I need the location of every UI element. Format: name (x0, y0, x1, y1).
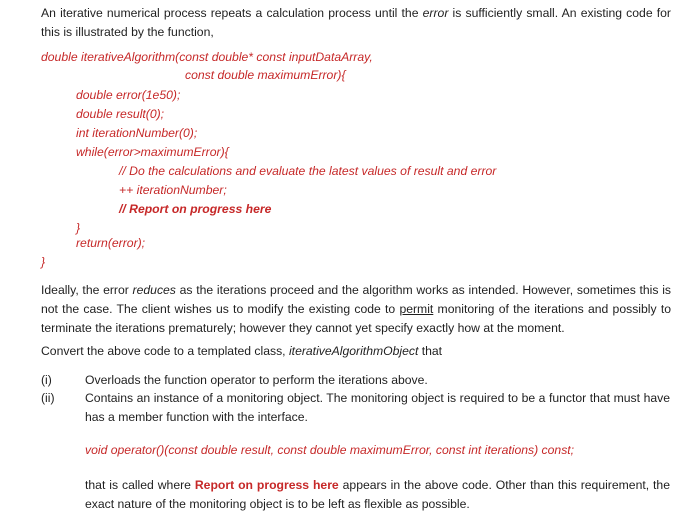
ideally-underline-permit: permit (399, 302, 434, 316)
intro-paragraph (41, 4, 671, 42)
code-line-increment: ++ iterationNumber; (119, 183, 227, 197)
convert-text-b: that (418, 344, 443, 358)
convert-paragraph (41, 342, 671, 361)
code-signature-line2: const double maximumError){ (185, 68, 346, 82)
final-text-a: that is called where (85, 478, 195, 492)
code-line-error: double error(1e50); (76, 88, 181, 102)
list-marker-i: (i) (41, 373, 52, 387)
convert-em-classname: iterativeAlgorithmObject (288, 344, 419, 358)
code-line-result: double result(0); (76, 107, 165, 121)
list-item-i: Overloads the function operator to perform the iterations above. (85, 373, 428, 387)
interface-signature: void operator()(const double result, const double maximumError, const int iterations) const; (85, 443, 575, 457)
code-signature-line1: double iterativeAlgorithm(const double* const inputDataArray, (41, 50, 373, 64)
code-line-return: return(error); (76, 236, 146, 250)
code-line-report: // Report on progress here (119, 202, 272, 216)
intro-em-error: error (422, 6, 449, 20)
code-line-while: while(error>maximumError){ (76, 145, 229, 159)
code-line-iteration: int iterationNumber(0); (76, 126, 198, 140)
intro-text-2: is sufficiently small. An existing code for this is illustrated by the function, (41, 6, 671, 39)
code-line-close-while: } (76, 221, 81, 235)
ideally-text-b: as the iterations proceed and the algorithm works as intended. However, sometimes this is not the case. The client wishes us to modify the existing code to (41, 283, 672, 316)
intro-text-1: An iterative numerical process repeats a calculation process until the (41, 6, 423, 20)
final-paragraph (85, 476, 670, 514)
convert-text-a: Convert the above code to a templated class, (41, 344, 289, 358)
ideally-paragraph (41, 281, 671, 338)
code-line-comment: // Do the calculations and evaluate the latest values of result and error (119, 164, 497, 178)
final-bold-report: Report on progress here (194, 478, 339, 492)
ideally-em-reduces: reduces (132, 283, 176, 297)
ideally-text-a: Ideally, the error (41, 283, 133, 297)
list-marker-ii: (ii) (41, 391, 55, 405)
final-text-b: appears in the above code. Other than this requirement, the exact nature of the monitoring object is to be left as flexible as possible. (85, 478, 670, 511)
ideally-text-c: monitoring of the iterations and possibly to terminate the iterations prematurely; however they cannot yet specify exactly how at the moment. (41, 302, 671, 335)
code-line-close-fn: } (41, 255, 46, 269)
list-item-ii: Contains an instance of a monitoring object. The monitoring object is required to be a functor that must have has a member function with the interface. (85, 391, 670, 424)
